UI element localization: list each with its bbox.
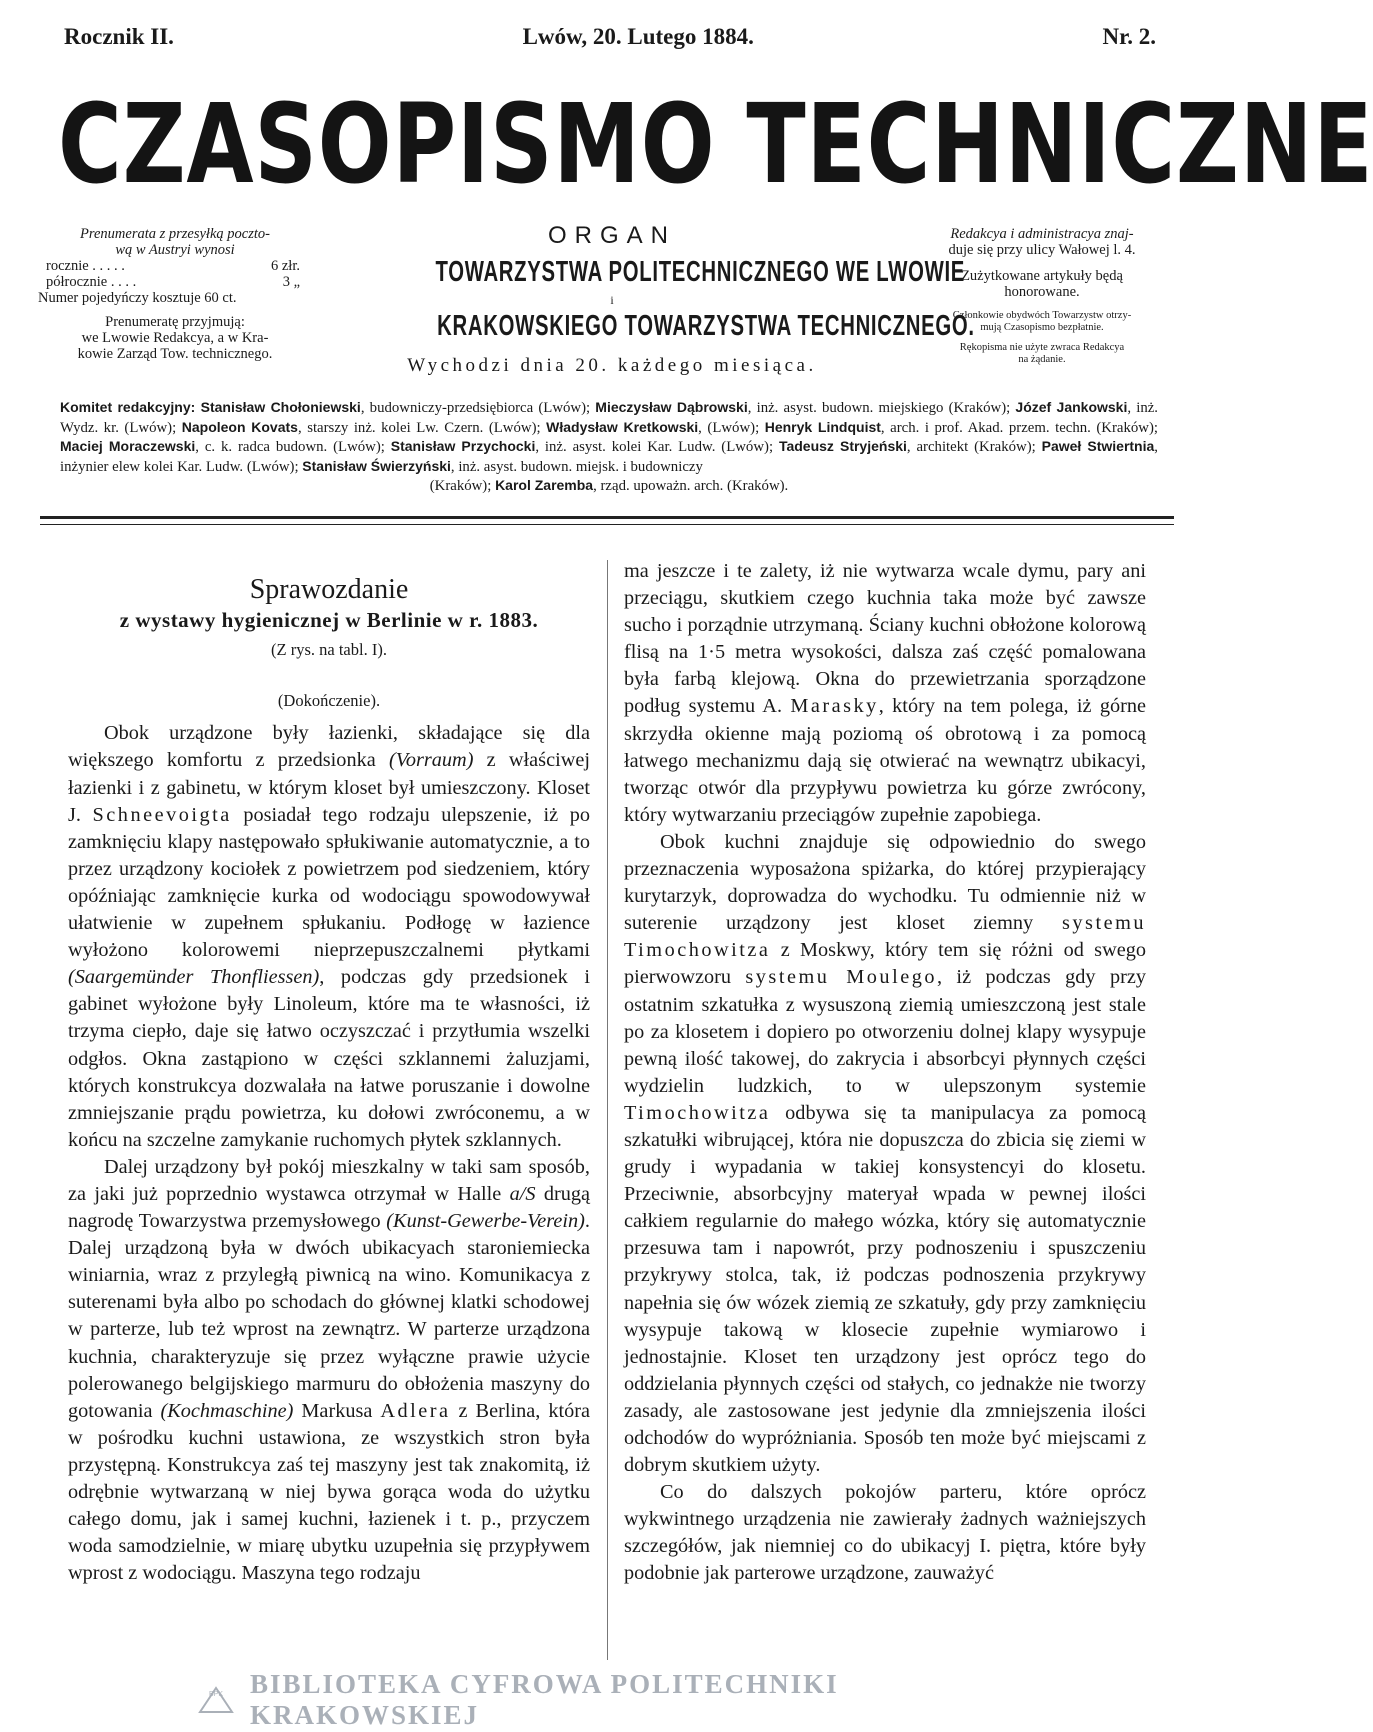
committee-text: , rząd. upoważn. arch. (Kraków).: [593, 478, 789, 495]
italic-term: (Kunst-Gewerbe-Verein): [386, 1210, 585, 1233]
right-column: [624, 558, 1146, 1588]
italic-term: a/S: [509, 1182, 536, 1205]
price-row: [34, 258, 316, 274]
manuscripts-line: na żądanie.: [1018, 354, 1066, 365]
price-label: rocznie . . . . .: [46, 258, 125, 274]
committee-member-name: Mieczysław Dąbrowski: [595, 399, 748, 415]
header-rule: [40, 516, 1174, 525]
spaced-name: systemu Timochowitza: [624, 912, 1146, 962]
price-row: [34, 274, 316, 290]
committee-member-role: , inż. asyst. budown. miejsk. i budowniczy: [450, 458, 703, 475]
accept-line: Prenumeratę przyjmują:: [105, 314, 245, 330]
figure-reference: (Z rys. na tabl. I).: [271, 640, 387, 660]
article-paragraph: [624, 558, 1146, 829]
spaced-name: Marasky: [790, 695, 879, 718]
text-run: odbywa się ta manipulacya za pomocą szkatułki wibrującej, która nie dopuszcza do zbicia się ziemi w grudy i wypadania w takiej konsystencyi do klosetu. Przeciwnie, absorbcyjny materyał wpada w pewnej ilości całkiem regularnie do małego wózka, który się automatycznie przesuwa tam i napowrót, przy podnoszeniu i spuszczeniu przykrywy stolca, tak, iż podczas podnoszenia przykrywy napełnia się ów wózek ziemią ze szkatuły, gdy przy zamknięciu wysypuje takową w klosecie zupełnie wymiarowo i jednostajnie. Kloset ten urządzony jest oprócz tego do oddzielania płynnych części od stałych, co jednakże nie tworzy zasady, ale zastosowane jest jedynie dla zmniejszenia ilości odchodów do wypróżniania. Sposób ten może być miejscami z dobrym skutkiem użyty.: [624, 1101, 1146, 1477]
price-value: 3 „: [282, 274, 300, 290]
italic-term: (Saargemünder Thonfliessen): [68, 966, 320, 989]
article-paragraph: [624, 1479, 1146, 1587]
continuation-note: (Dokończenie).: [277, 691, 381, 711]
committee-members: [60, 398, 1158, 476]
members-line: Członkowie obydwóch Towarzystw otrzy-: [952, 310, 1132, 321]
spaced-name: Adlera: [380, 1399, 451, 1422]
footer-text: BIBLIOTEKA CYFROWA POLITECHNIKI KRAKOWSKIEJ: [250, 1669, 839, 1730]
subscription-info: [34, 226, 316, 362]
accept-line: kowie Zarząd Tow. technicznego.: [77, 346, 273, 362]
logo-text: BPK: [208, 1691, 224, 1698]
italic-term: (Vorraum): [388, 749, 474, 772]
committee-member-role: , starszy inż. kolei Lw. Czern. (Lwów);: [297, 419, 547, 436]
place-date: Lwów, 20. Lutego 1884.: [522, 24, 754, 49]
column-divider: [607, 560, 608, 1660]
committee-member-name: Stanisław Chołoniewski: [200, 399, 361, 415]
committee-member-name: Paweł Stwiertnia: [1041, 438, 1155, 455]
text-run: ma jeszcze i te zalety, iż nie wytwarza wcale dymu, pary ani przeciągu, skutkiem czego kuchnia taka może być zawsze sucho i porządnie utrzymaną. Ściany kuchni obłożone kolorową flisą na 1·5 metra wysokości, dalsza zaś część pomalowana była farbą klejową. Okna do przewietrzania sporządzone podług systemu A.: [624, 560, 1146, 718]
committee-member-name: Józef Jankowski: [1015, 399, 1128, 415]
committee-label: Komitet redakcyjny:: [60, 399, 201, 415]
committee-member-role: , (Lwów);: [698, 419, 765, 436]
subscription-line: Prenumerata z przesyłką poczto-: [80, 226, 270, 242]
manuscripts-line: Rękopisma nie użyte zwraca Redakcya: [959, 342, 1125, 353]
address-line: duje się przy ulicy Wałowej l. 4.: [948, 242, 1136, 258]
text-run: Markusa: [293, 1399, 381, 1422]
publication-schedule: Wychodzi dnia 20. każdego miesiąca.: [407, 355, 817, 376]
top-line: [64, 24, 1156, 50]
organ-block: [322, 222, 975, 377]
text-run: z właściwej łazienki i z gabinetu, w którym kloset był umieszczony. Kloset J.: [68, 749, 590, 826]
issue-number: Nr. 2.: [1102, 24, 1156, 49]
text-run: , który na tem polega, iż górne skrzydła okienne mają poziomą oś obrotową i za pomocą łatwego mechanizmu dają się otwierać na wewnątrz ubikacyi, tworząc otwór dla przypływu powietrza ku górze zwrócony, który wytwarzaniu przeciągów zupełnie zapobiega.: [624, 695, 1146, 826]
article-paragraph: [624, 829, 1146, 1479]
text-run: Obok urządzone były łazienki, składające się dla większego komfortu z przedsionka: [68, 722, 590, 772]
masthead-title: CZASOPISMO TECHNICZNE: [58, 80, 1373, 208]
committee-member-name: Stanisław Przychocki: [390, 438, 536, 455]
price-label: półrocznie . . . .: [46, 274, 137, 290]
society-name-2: KRAKOWSKIEGO TOWARZYSTWA TECHNICZNEGO.: [437, 310, 975, 342]
committee-member-role: , architekt (Kraków);: [906, 439, 1042, 456]
members-line: mują Czasopismo bezpłatnie.: [980, 322, 1104, 333]
text-run: drugą nagrodę Towarzystwa przemysłowego: [68, 1182, 591, 1233]
article-paragraph: [68, 720, 590, 1154]
library-footer: [196, 1669, 1056, 1730]
honorarium-line: honorowane.: [1004, 284, 1080, 300]
spaced-name: Timochowitza: [624, 1101, 771, 1124]
text-run: , podczas gdy przedsionek i gabinet wyłożone były Linoleum, które ma te własności, iż trzyma ciepło, daje się łatwo oczyszczać i przytłumia wszelki odgłos. Okna zastąpiono w części szklannemi żaluzjami, których konstrukcya dozwalała na łatwe poruszanie i dowolne zmniejszanie prądu powietrza, ku dołowi zwróconemu, a w końcu na szczelne zamykanie ruchomych płytek szklannych.: [68, 966, 590, 1151]
spaced-name: Schneevoigta: [92, 803, 232, 826]
committee-member-name: Henryk Lindquist: [764, 418, 881, 435]
committee-text: (Kraków);: [429, 478, 496, 495]
text-run: Obok kuchni znajduje się odpowiednio do swego przeznaczenia wyposażona spiżarka, do której przypierający kurytarzyk, doprowadza do wychodku. Tu odmiennie niż w suterenie urządzony jest kloset ziemny: [624, 830, 1146, 935]
accept-line: we Lwowie Redakcya, a w Kra-: [81, 330, 269, 346]
organ-label: ORGAN: [547, 222, 676, 249]
committee-last-line: [60, 476, 1158, 496]
committee-member-role: , budowniczy-przedsiębiorca (Lwów);: [360, 400, 596, 416]
price-value: 6 złr.: [271, 258, 300, 274]
honorarium-line: Zużytkowane artykuły będą: [961, 268, 1123, 284]
single-issue-price: Numer pojedyńczy kosztuje 60 ct.: [38, 290, 237, 306]
italic-term: (Kochmaschine): [160, 1399, 294, 1422]
address-line: Redakcya i administracya znaj-: [950, 226, 1134, 242]
editorial-info: [904, 226, 1180, 366]
left-column-body: [68, 720, 590, 1587]
library-logo-icon: [196, 1682, 236, 1718]
left-column: [68, 558, 590, 1587]
committee-member-role: , inżynier elew kolei Kar. Ludw. (Lwów);: [60, 439, 1158, 475]
committee-member-role: , inż. Wydz. kr. (Lwów);: [60, 400, 1158, 436]
right-column-body: [624, 558, 1146, 1588]
conjunction: i: [610, 293, 614, 307]
committee-member-name: Napoleon Kovats: [181, 418, 298, 435]
text-run: Dalej urządzony był pokój mieszkalny w taki sam sposób, za jaki już poprzednio wystawca otrzymał w Halle: [68, 1155, 590, 1205]
article-paragraph: [68, 1154, 590, 1588]
text-run: z Berlina, która w pośrodku kuchni ustawiona, ze wszystkich stron była przystępną. Konstrukcya zaś tej maszyny jest tak znakomitą, iż odrębnie wytwarzaną w niej bywa gorąca woda do użytku całego domu, jak i samej kuchni, łazienek i t. p., przyczem woda samodzielnie, w miarę ubytku uzupełnia się przypływem wprost z wodociągu. Maszyna tego rodzaju: [68, 1399, 590, 1585]
committee-member-name: Stanisław Świerzyński: [302, 457, 451, 474]
editorial-committee: [60, 398, 1158, 496]
society-name-1: TOWARZYSTWA POLITECHNICZNEGO WE LWOWIE: [435, 256, 966, 288]
volume-label: Rocznik II.: [64, 24, 174, 49]
committee-member-name: Karol Zaremba: [495, 477, 594, 494]
committee-member-name: Tadeusz Stryjeński: [778, 438, 907, 455]
text-run: , iż podczas gdy przy ostatnim szkatułka z wysuszoną ziemią umieszczoną jest stale po za klosetem i dopiero po otworzeniu dolnej klapy wysypuje pewną ilość takowej, do zakrycia i absorbcyi płynnych części wydzielin ludzkich, to w ulepszonym systemie: [624, 966, 1146, 1097]
article-title: Sprawozdanie: [249, 574, 409, 605]
text-run: z Moskwy, który tem się różni od swego pierwowzoru: [624, 939, 1146, 989]
text-run: Co do dalszych pokojów parteru, które oprócz wykwintnego urządzenia nie zawierały żadnych ważniejszych szczegółów, jak niemniej co do ubikacyj I. piętra, które były podobnie jak parterowe urządzone, zauważyć: [624, 1481, 1146, 1585]
subscription-line: wą w Austryi wynosi: [115, 242, 235, 258]
committee-member-role: , arch. i prof. Akad. przem. techn. (Kraków);: [880, 419, 1158, 436]
committee-member-role: , inż. asyst. kolei Kar. Ludw. (Lwów);: [535, 439, 779, 456]
committee-member-name: Władysław Kretkowski: [546, 418, 699, 435]
committee-member-role: , inż. asyst. budown. miejskiego (Kraków);: [747, 400, 1016, 416]
article-subtitle: z wystawy hygienicznej w Berlinie w r. 1883.: [119, 608, 539, 633]
committee-member-name: Maciej Moraczewski: [60, 438, 196, 455]
spaced-name: systemu Moulego: [745, 966, 937, 989]
committee-member-role: , c. k. radca budown. (Lwów);: [195, 439, 391, 456]
text-run: . Dalej urządzoną była w dwóch ubikacyach staroniemiecka winiarnia, wraz z przyległą piwnicą na wino. Komunikacya z suterenami była albo po schodach do głównej klatki schodowej w parterze, lub też wprost na zewnątrz. W parterze urządzona kuchnia, charakteryzuje się przez wyłączne prawie użycie polerowanego belgijskiego marmuru do obłożenia maszyny do gotowania: [68, 1210, 590, 1422]
text-run: posiadał tego rodzaju ulepszenie, iż po zamknięciu klapy następowało spłukiwanie automatycznie, a to przez urządzony kociołek z powietrzem pod siedzeniem, który opóźniając zamknięcie kurka od wodociągu spowodowywał ułatwienie w zupełnem spłukaniu. Podłogę w łazience wyłożono kolorowemi nieprzepuszczalnemi płytkami: [68, 803, 590, 962]
